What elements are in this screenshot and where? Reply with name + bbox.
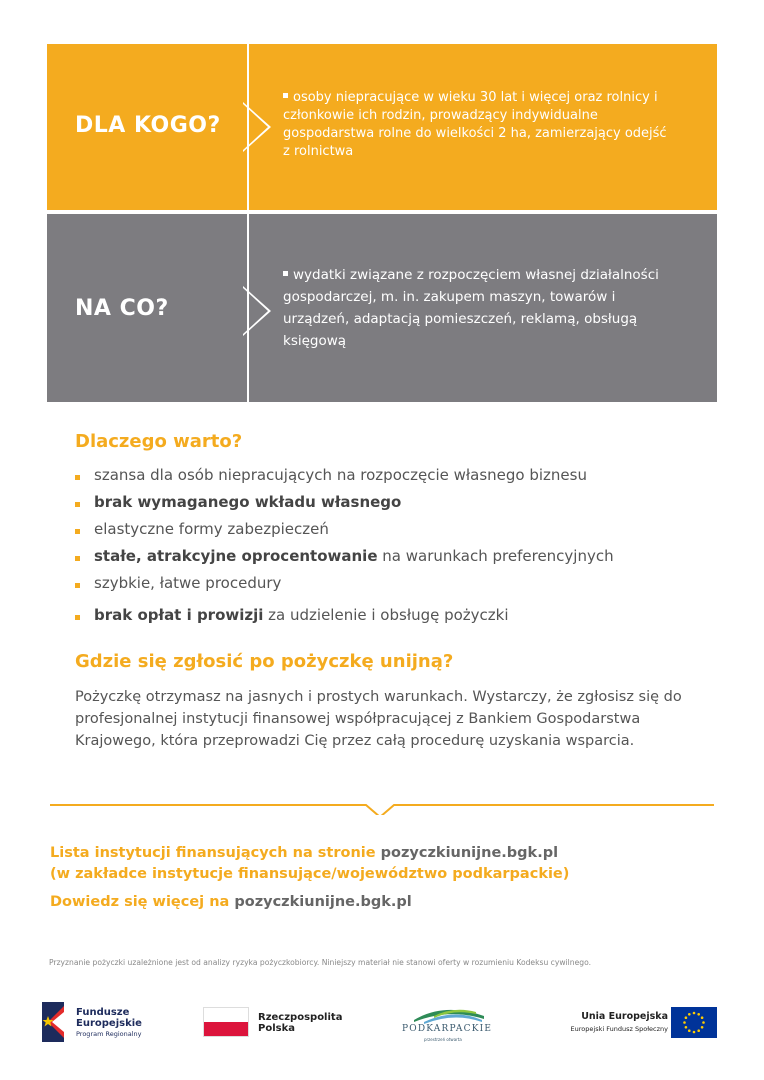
bullet-square-icon [75,583,80,588]
why-heading: Dlaczego warto? [75,431,243,452]
where-heading: Gdzie się zgłosić po pożyczkę unijną? [75,651,454,672]
list-item: stałe, atrakcyjne oprocentowanie na warunkach preferencyjnych [75,545,715,572]
institutions-note: (w zakładce instytucje finansujące/województwo podkarpackie) [50,866,570,882]
bullet-square-icon [75,475,80,480]
bullet-square-icon [283,271,288,276]
for-what-title: NA CO? [75,296,169,321]
for-what-panel [47,214,717,402]
for-whom-text: osoby niepracujące w wieku 30 lat i więcej oraz rolnicy i członkowie ich rodzin, prowadzący indywidualne gospodarstwa rolne do wielkości 2 ha, zamierzający odejść z rolnictwa [283,90,667,159]
unia-europejska-logo: Unia Europejska Europejski Fundusz Społeczny [560,1000,740,1044]
chevron-right-icon [243,102,273,152]
links-block [50,843,730,913]
bullet-square-icon [75,502,80,507]
for-whom-title: DLA KOGO? [75,113,221,138]
bullet-square-icon [75,529,80,534]
section-separator [50,795,714,815]
disclaimer: Przyznanie pożyczki uzależnione jest od analizy ryzyka pożyczkobiorcy. Niniejszy materiał nie stanowi oferty w rozumieniu Kodeksu cywilnego. [49,958,592,967]
eu-flag-icon [671,1007,717,1038]
hills-icon [414,1002,484,1024]
list-item: szybkie, łatwe procedury [75,572,715,599]
eu-funds-star-icon [42,1002,72,1042]
learn-more-link[interactable]: pozyczkiunijne.bgk.pl [234,894,412,910]
logo-bar [40,1000,730,1050]
list-item: szansa dla osób niepracujących na rozpoczęcie własnego biznesu [75,464,715,491]
chevron-right-icon [243,286,273,336]
for-what-label-cell [47,214,247,402]
bullet-square-icon [75,556,80,561]
benefits-list [75,464,715,631]
poland-flag-icon [203,1007,249,1037]
institutions-line: Lista instytucji finansujących na stronie pozyczkiunijne.bgk.pl [50,845,559,861]
learn-more-line: Dowiedz się więcej na pozyczkiunijne.bgk.pl [50,894,412,910]
podkarpackie-logo: PODKARPACKIE przestrzeń otwarta [400,1000,500,1044]
rzeczpospolita-polska-logo: Rzeczpospolita Polska [203,1000,353,1044]
for-what-text: wydatki związane z rozpoczęciem własnej działalności gospodarczej, m. in. zakupem maszyn, towarów i urządzeń, adaptacją pomieszczeń, reklamą, obsługą księgową [283,267,659,349]
list-item: brak wymaganego wkładu własnego [75,491,715,518]
list-item: brak opłat i prowizji za udzielenie i obsługę pożyczki [75,604,715,631]
bullet-square-icon [283,93,288,98]
bullet-square-icon [75,615,80,620]
eu-stars-icon [671,1007,717,1038]
list-item: elastyczne formy zabezpieczeń [75,518,715,545]
for-whom-panel [47,44,717,210]
for-whom-label-cell [47,44,247,210]
fundusze-europejskie-logo: Fundusze Europejskie Program Regionalny [42,1000,162,1044]
where-paragraph: Pożyczkę otrzymasz na jasnych i prostych warunkach. Wystarczy, że zgłosisz się do profesjonalnej instytucji finansowej współpracującej z Bankiem Gospodarstwa Krajowego, która przeprowadzi Cię przez całą procedurę uzyskania wsparcia. [75,689,682,749]
institutions-link[interactable]: pozyczkiunijne.bgk.pl [380,845,559,861]
